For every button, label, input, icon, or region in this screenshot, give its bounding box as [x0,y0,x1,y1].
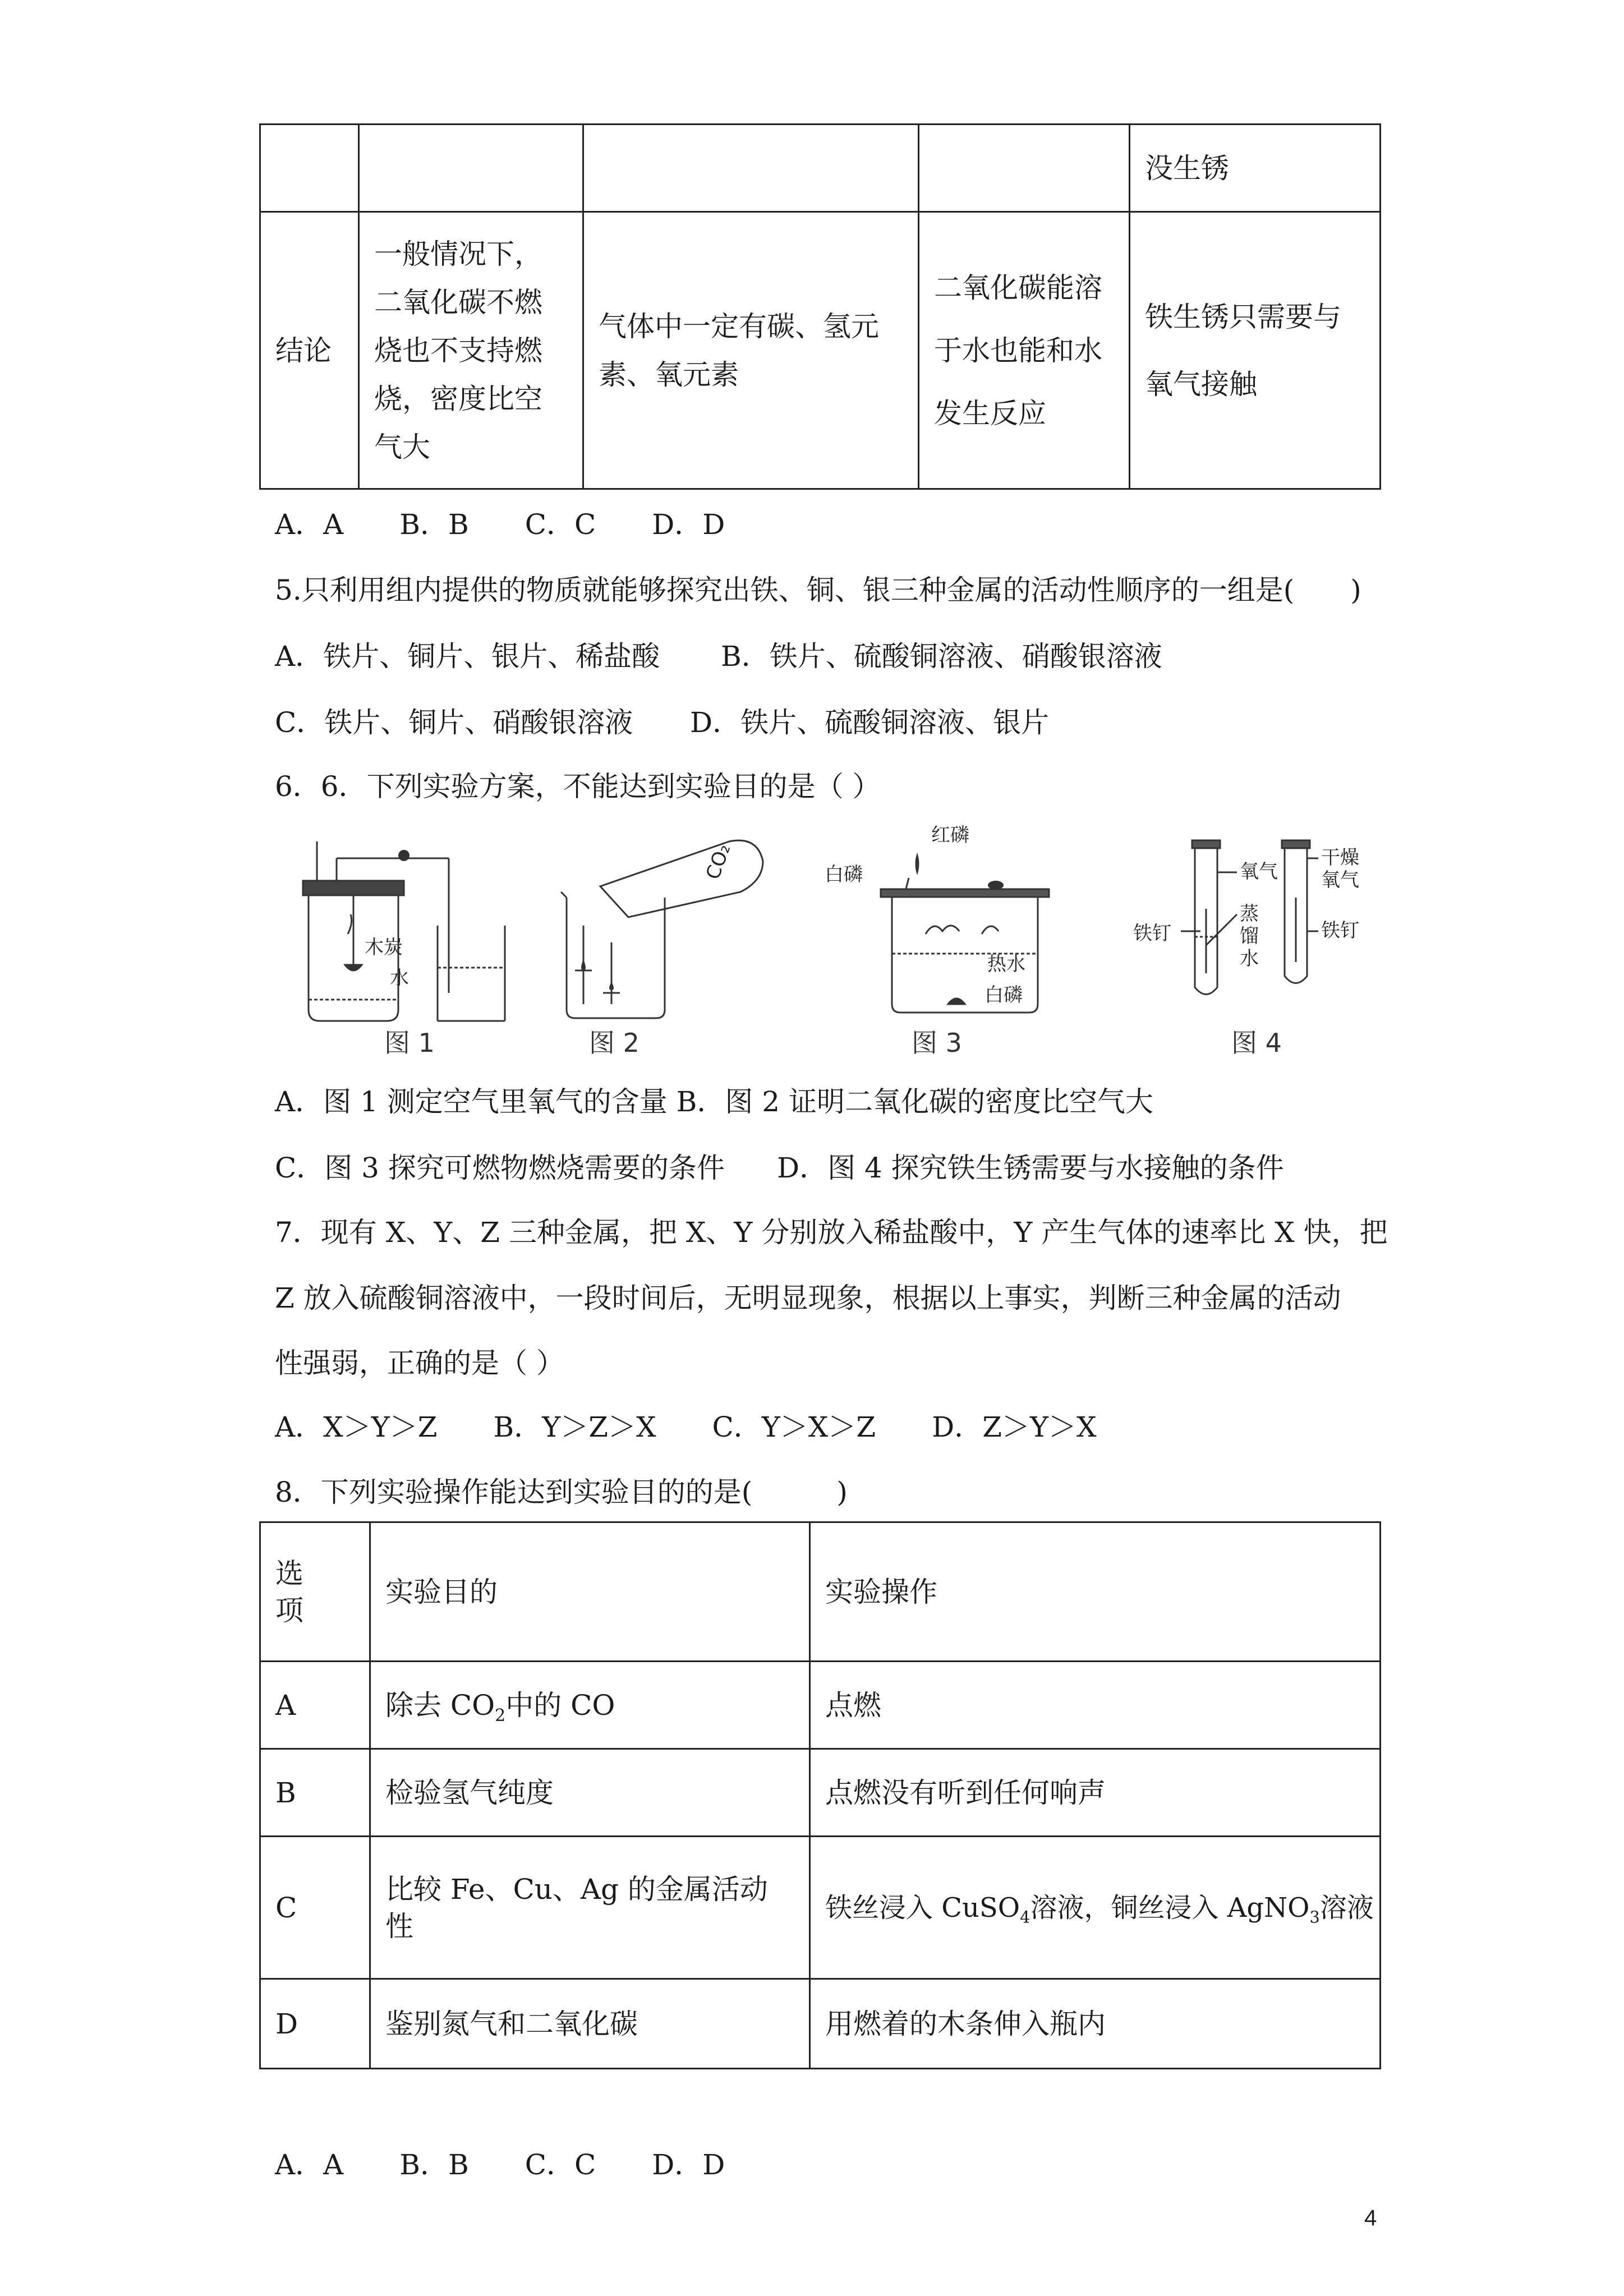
fig3-caption: 图 3 [912,1028,962,1058]
comparison-table [259,123,1381,490]
table-row [260,1662,1381,1749]
q8-stem: 8．下列实验操作能达到实验目的的是( ) [275,1476,848,1508]
table-cell [919,125,1130,212]
q6-option-d: D．图 4 探究铁生锈需要与水接触的条件 [777,1152,1284,1184]
q8-row-b-operation: 点燃没有听到任何响声 [810,1749,1381,1837]
q8-table [259,1521,1381,2069]
fig2-bottle-label: CO₂ [701,841,735,883]
table-cell [359,125,583,212]
q5-option-c: C．铁片、铜片、硝酸银溶液 [275,706,633,739]
fig1-label-water: 水 [390,967,409,990]
fig4-label-nail-right: 铁钉 [1321,919,1359,942]
q8-options: A．A B．B C．C D．D [275,2148,725,2181]
q6-option-c: C．图 3 探究可燃物燃烧需要的条件 [275,1152,725,1184]
q8-row-a-option: A [260,1662,370,1749]
q8-row-b-option: B [260,1749,370,1837]
q8-row-b-purpose: 检验氢气纯度 [370,1749,810,1837]
q4-options: A．A B．B C．C D．D [275,508,725,541]
q8-row-a-purpose: 除去 $CO_2$中的 CO [370,1662,810,1749]
fig4-label-oxygen: 氧气 [1240,861,1278,883]
q5-option-a: A．铁片、铜片、银片、稀盐酸 [275,640,660,673]
q6-option-ab: A．图 1 测定空气里氧气的含量 B．图 2 证明二氧化碳的密度比空气大 [275,1085,1153,1118]
page-number: 4 [1364,2206,1377,2230]
fig1-caption: 图 1 [384,1028,435,1058]
figure-4 [1128,830,1369,1060]
conclusion-label: 结论 [260,212,359,489]
conclusion-a: 一般情况下，二氧化碳不燃烧也不支持燃烧，密度比空气大 [359,212,583,489]
q8-row-d-purpose: 鉴别氮气和二氧化碳 [370,1979,810,2069]
table-row [260,1837,1381,1979]
fig1-label-charcoal: 木炭 [365,936,403,959]
q8-row-c-option: C [260,1837,370,1979]
table-row [260,1749,1381,1837]
fig4-label-distilled-1: 蒸 [1240,903,1259,925]
fig4-label-nail-left: 铁钉 [1133,922,1171,945]
conclusion-c: 二氧化碳能溶于水也能和水发生反应 [919,212,1130,489]
q8-row-c-operation: 铁丝浸入 CuSO$_4$溶液，铜丝浸入 AgNO$_3$溶液 [810,1837,1381,1979]
q8-header-option: 选 项 [260,1522,370,1662]
figure-3 [813,819,1077,1060]
fig3-label-red-p: 红磷 [931,824,969,846]
q7-line-2: Z 放入硫酸铜溶液中，一段时间后，无明显现象，根据以上事实，判断三种金属的活动 [275,1282,1341,1314]
q5-option-d: D．铁片、硫酸铜溶液、银片 [690,706,1050,739]
table-cell: 没生锈 [1130,125,1381,212]
q7-line-3: 性强弱，正确的是（ ） [275,1347,564,1379]
conclusion-b: 气体中一定有碳、氢元素、氧元素 [583,212,919,489]
figure-1 [280,825,522,1060]
fig2-caption: 图 2 [589,1028,640,1058]
conclusion-d: 铁生锈只需要与氧气接触 [1130,212,1381,489]
q7-line-1: 7．现有 X、Y、Z 三种金属，把 X、Y 分别放入稀盐酸中，Y 产生气体的速率比 X 快，把 [275,1216,1388,1249]
q8-row-c-purpose: 比较 Fe、Cu、Ag 的金属活动性 [370,1837,810,1979]
fig3-label-white-p2: 白磷 [984,984,1023,1006]
q6-stem: 6．6．下列实验方案，不能达到实验目的是（ ） [275,770,881,803]
q8-header-operation: 实验操作 [810,1522,1381,1662]
table-row [260,1979,1381,2069]
q8-row-d-operation: 用燃着的木条伸入瓶内 [810,1979,1381,2069]
fig4-label-distilled-3: 水 [1240,947,1259,970]
table-cell [260,125,359,212]
fig4-label-dry-1: 干燥 [1321,846,1359,869]
q8-row-d-option: D [260,1979,370,2069]
fig3-label-white-p: 白磷 [825,863,863,886]
q8-row-a-operation: 点燃 [810,1662,1381,1749]
q5-stem: 5.只利用组内提供的物质就能够探究出铁、铜、银三种金属的活动性顺序的一组是( ) [275,574,1361,606]
q8-header-purpose: 实验目的 [370,1522,810,1662]
fig4-label-dry-2: 氧气 [1321,869,1359,891]
q5-option-b: B．铁片、硫酸铜溶液、硝酸银溶液 [721,640,1162,673]
q7-options: A．X＞Y＞Z B．Y＞Z＞X C．Y＞X＞Z D．Z＞Y＞X [275,1411,1097,1443]
fig4-label-distilled-2: 馏 [1240,925,1259,947]
figure-2 [550,819,785,1060]
fig3-label-hot-water: 热水 [987,953,1025,976]
table-cell [583,125,919,212]
fig4-caption: 图 4 [1231,1028,1282,1058]
